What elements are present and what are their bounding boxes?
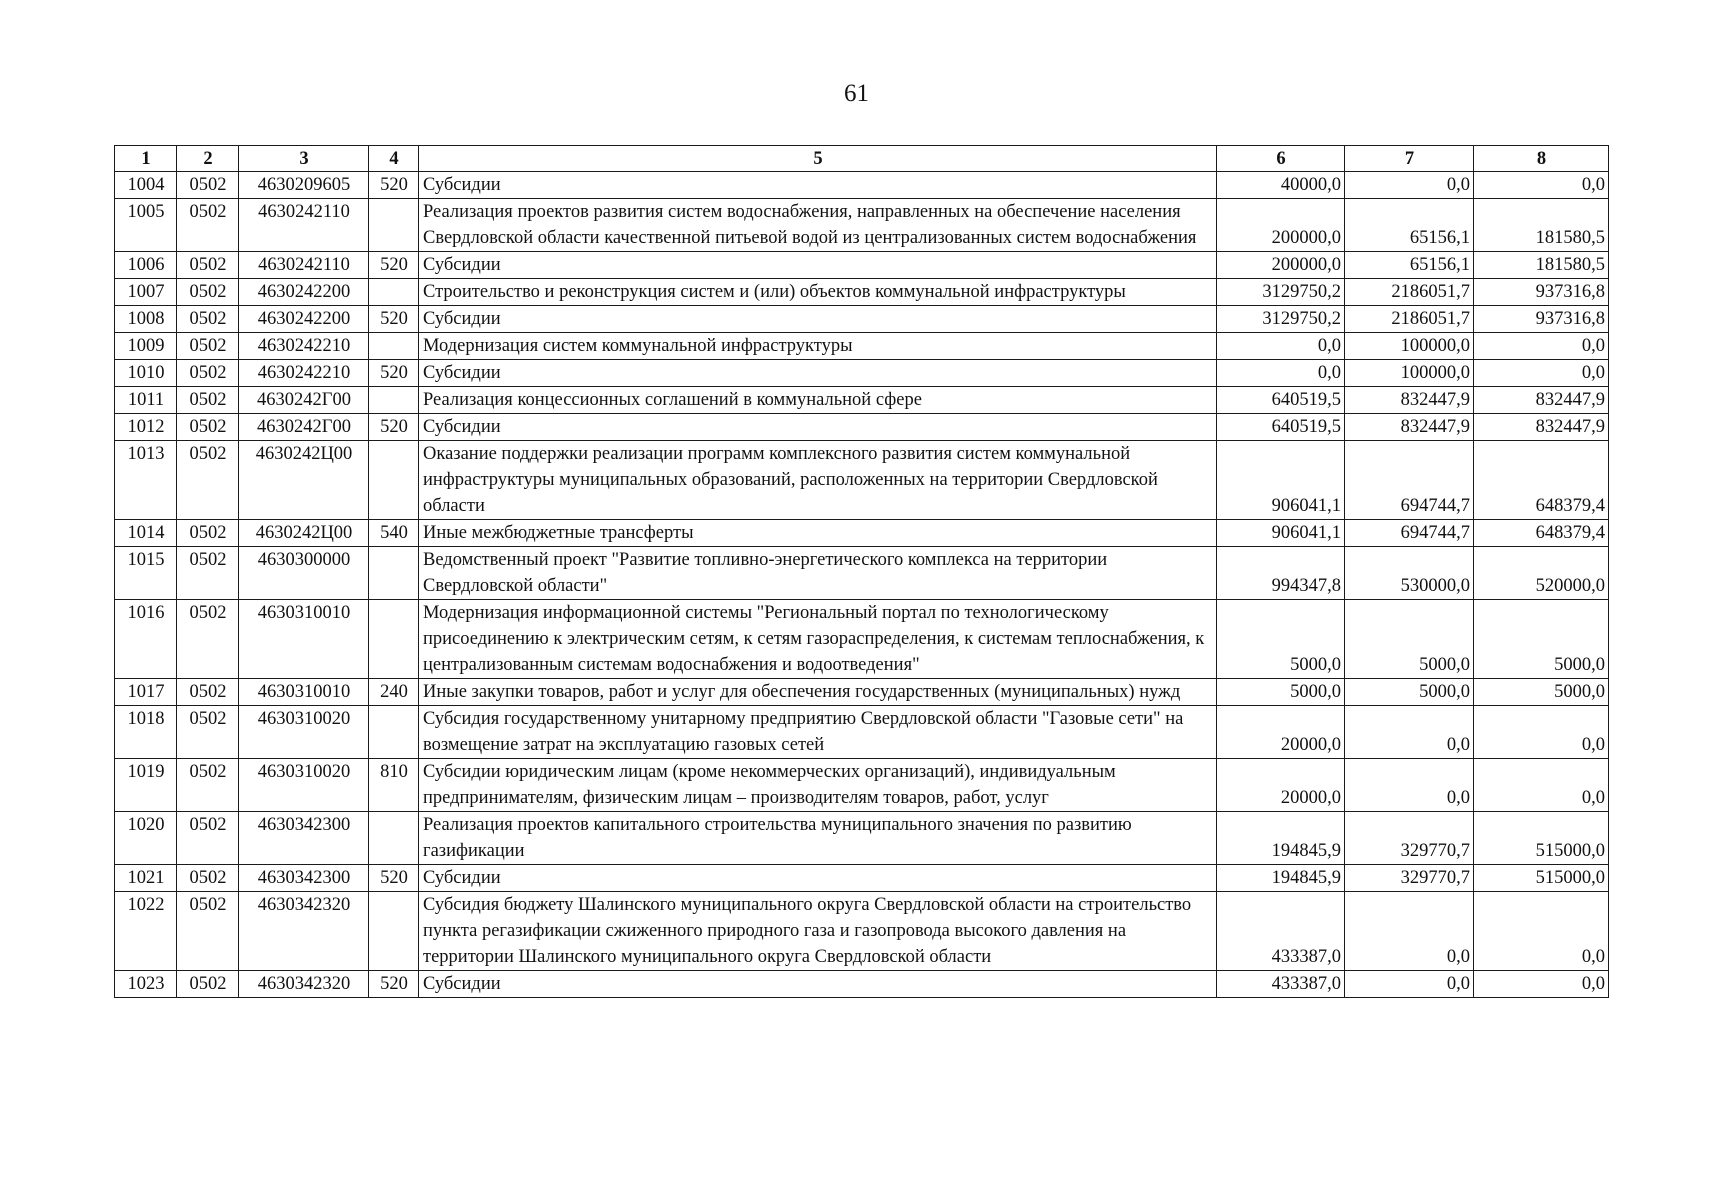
row-number: 1007 [115,279,177,306]
table-row [115,387,1609,414]
expense-type-code: 520 [369,172,419,199]
target-article-code: 4630310020 [239,706,369,759]
value-col-7: 0,0 [1345,172,1474,199]
value-col-8: 648379,4 [1474,441,1609,520]
table-row [115,333,1609,360]
target-article-code: 4630242Г00 [239,387,369,414]
value-col-6: 640519,5 [1217,414,1345,441]
expense-type-code: 520 [369,360,419,387]
section-code: 0502 [177,306,239,333]
value-col-8: 0,0 [1474,706,1609,759]
value-col-6: 906041,1 [1217,520,1345,547]
value-col-6: 0,0 [1217,360,1345,387]
expense-type-code: 520 [369,414,419,441]
value-col-6: 5000,0 [1217,679,1345,706]
value-col-6: 3129750,2 [1217,306,1345,333]
value-col-8: 0,0 [1474,971,1609,998]
target-article-code: 4630242Ц00 [239,520,369,547]
item-name: Субсидии [419,971,1217,998]
value-col-6: 994347,8 [1217,547,1345,600]
section-code: 0502 [177,679,239,706]
value-col-6: 5000,0 [1217,600,1345,679]
value-col-7: 100000,0 [1345,360,1474,387]
col-4-header: 4 [369,146,419,172]
value-col-8: 832447,9 [1474,414,1609,441]
col-7-header: 7 [1345,146,1474,172]
section-code: 0502 [177,387,239,414]
section-code: 0502 [177,199,239,252]
target-article-code: 4630310010 [239,600,369,679]
value-col-6: 40000,0 [1217,172,1345,199]
value-col-8: 515000,0 [1474,865,1609,892]
expense-type-code [369,333,419,360]
section-code: 0502 [177,172,239,199]
value-col-6: 0,0 [1217,333,1345,360]
item-name: Строительство и реконструкция систем и (или) объектов коммунальной инфраструктуры [419,279,1217,306]
target-article-code: 4630310010 [239,679,369,706]
col-1-header: 1 [115,146,177,172]
row-number: 1010 [115,360,177,387]
item-name: Субсидии [419,865,1217,892]
expense-type-code [369,387,419,414]
row-number: 1021 [115,865,177,892]
expense-type-code: 520 [369,865,419,892]
value-col-7: 832447,9 [1345,387,1474,414]
target-article-code: 4630242110 [239,252,369,279]
target-article-code: 4630342320 [239,892,369,971]
value-col-8: 0,0 [1474,172,1609,199]
value-col-6: 200000,0 [1217,199,1345,252]
value-col-6: 433387,0 [1217,971,1345,998]
table-row [115,360,1609,387]
row-number: 1016 [115,600,177,679]
expense-type-code [369,441,419,520]
target-article-code: 4630310020 [239,759,369,812]
item-name: Субсидии юридическим лицам (кроме некоммерческих организаций), индивидуальным предпринимателям, физическим лицам – производителям товаров, работ, услуг [419,759,1217,812]
row-number: 1012 [115,414,177,441]
value-col-8: 5000,0 [1474,600,1609,679]
expense-type-code [369,812,419,865]
table-row [115,520,1609,547]
table-row [115,679,1609,706]
value-col-7: 0,0 [1345,706,1474,759]
value-col-7: 694744,7 [1345,520,1474,547]
item-name: Реализация проектов капитального строительства муниципального значения по развитию газификации [419,812,1217,865]
value-col-7: 530000,0 [1345,547,1474,600]
value-col-8: 0,0 [1474,333,1609,360]
section-code: 0502 [177,892,239,971]
expense-type-code: 540 [369,520,419,547]
value-col-7: 2186051,7 [1345,306,1474,333]
value-col-6: 20000,0 [1217,706,1345,759]
value-col-8: 515000,0 [1474,812,1609,865]
section-code: 0502 [177,360,239,387]
value-col-7: 5000,0 [1345,600,1474,679]
section-code: 0502 [177,812,239,865]
table-row [115,759,1609,812]
col-3-header: 3 [239,146,369,172]
value-col-7: 5000,0 [1345,679,1474,706]
section-code: 0502 [177,520,239,547]
table-row [115,172,1609,199]
section-code: 0502 [177,279,239,306]
item-name: Реализация концессионных соглашений в коммунальной сфере [419,387,1217,414]
row-number: 1006 [115,252,177,279]
table-row [115,414,1609,441]
table-row [115,706,1609,759]
row-number: 1005 [115,199,177,252]
section-code: 0502 [177,414,239,441]
section-code: 0502 [177,547,239,600]
target-article-code: 4630242Г00 [239,414,369,441]
value-col-8: 0,0 [1474,892,1609,971]
col-5-header: 5 [419,146,1217,172]
value-col-8: 181580,5 [1474,199,1609,252]
col-2-header: 2 [177,146,239,172]
value-col-8: 520000,0 [1474,547,1609,600]
table-row [115,892,1609,971]
target-article-code: 4630342320 [239,971,369,998]
value-col-6: 200000,0 [1217,252,1345,279]
item-name: Ведомственный проект "Развитие топливно-энергетического комплекса на территории Свердловской области" [419,547,1217,600]
value-col-8: 181580,5 [1474,252,1609,279]
value-col-6: 3129750,2 [1217,279,1345,306]
expense-type-code [369,279,419,306]
item-name: Иные межбюджетные трансферты [419,520,1217,547]
page-number: 61 [844,80,869,107]
row-number: 1013 [115,441,177,520]
section-code: 0502 [177,971,239,998]
value-col-6: 433387,0 [1217,892,1345,971]
item-name: Реализация проектов развития систем водоснабжения, направленных на обеспечение населения Свердловской области качественной питьевой водой из централизованных систем водоснабжения [419,199,1217,252]
row-number: 1004 [115,172,177,199]
row-number: 1019 [115,759,177,812]
table-row [115,971,1609,998]
value-col-7: 100000,0 [1345,333,1474,360]
row-number: 1008 [115,306,177,333]
expense-type-code [369,199,419,252]
target-article-code: 4630342300 [239,865,369,892]
expense-type-code: 240 [369,679,419,706]
item-name: Субсидия государственному унитарному предприятию Свердловской области "Газовые сети" на возмещение затрат на эксплуатацию газовых сетей [419,706,1217,759]
target-article-code: 4630209605 [239,172,369,199]
row-number: 1011 [115,387,177,414]
table-row [115,199,1609,252]
expense-type-code: 520 [369,971,419,998]
value-col-6: 20000,0 [1217,759,1345,812]
target-article-code: 4630242Ц00 [239,441,369,520]
value-col-7: 0,0 [1345,971,1474,998]
row-number: 1015 [115,547,177,600]
value-col-8: 937316,8 [1474,279,1609,306]
value-col-8: 832447,9 [1474,387,1609,414]
col-8-header: 8 [1474,146,1609,172]
item-name: Субсидии [419,360,1217,387]
section-code: 0502 [177,600,239,679]
section-code: 0502 [177,333,239,360]
value-col-8: 0,0 [1474,360,1609,387]
value-col-7: 65156,1 [1345,252,1474,279]
item-name: Субсидии [419,172,1217,199]
row-number: 1009 [115,333,177,360]
value-col-6: 194845,9 [1217,812,1345,865]
table-body [115,172,1609,998]
value-col-7: 65156,1 [1345,199,1474,252]
item-name: Модернизация систем коммунальной инфраструктуры [419,333,1217,360]
target-article-code: 4630242110 [239,199,369,252]
row-number: 1014 [115,520,177,547]
item-name: Субсидия бюджету Шалинского муниципального округа Свердловской области на строительство пункта регазификации сжиженного природного газа и газопровода высокого давления на территории Шалинского муниципального округа Свердловской области [419,892,1217,971]
table-header [115,146,1609,172]
value-col-8: 648379,4 [1474,520,1609,547]
item-name: Оказание поддержки реализации программ комплексного развития систем коммунальной инфраструктуры муниципальных образований, расположенных на территории Свердловской области [419,441,1217,520]
table-row [115,600,1609,679]
target-article-code: 4630342300 [239,812,369,865]
target-article-code: 4630242210 [239,333,369,360]
value-col-8: 937316,8 [1474,306,1609,333]
table-row [115,306,1609,333]
target-article-code: 4630242200 [239,306,369,333]
expense-type-code: 520 [369,306,419,333]
table-row [115,441,1609,520]
expense-type-code [369,706,419,759]
target-article-code: 4630242210 [239,360,369,387]
value-col-7: 2186051,7 [1345,279,1474,306]
item-name: Модернизация информационной системы "Региональный портал по технологическому присоединению к электрическим сетям, к сетям газораспределения, к системам теплоснабжения, к централизованным системам водоснабжения и водоотведения" [419,600,1217,679]
value-col-8: 0,0 [1474,759,1609,812]
value-col-6: 906041,1 [1217,441,1345,520]
row-number: 1018 [115,706,177,759]
row-number: 1022 [115,892,177,971]
section-code: 0502 [177,706,239,759]
col-6-header: 6 [1217,146,1345,172]
section-code: 0502 [177,441,239,520]
section-code: 0502 [177,252,239,279]
value-col-8: 5000,0 [1474,679,1609,706]
value-col-6: 640519,5 [1217,387,1345,414]
value-col-6: 194845,9 [1217,865,1345,892]
row-number: 1017 [115,679,177,706]
section-code: 0502 [177,865,239,892]
header-row [115,146,1609,172]
target-article-code: 4630242200 [239,279,369,306]
value-col-7: 0,0 [1345,892,1474,971]
expense-type-code: 520 [369,252,419,279]
item-name: Субсидии [419,306,1217,333]
expense-type-code [369,600,419,679]
target-article-code: 4630300000 [239,547,369,600]
section-code: 0502 [177,759,239,812]
expense-type-code [369,892,419,971]
table-row [115,812,1609,865]
item-name: Субсидии [419,414,1217,441]
value-col-7: 329770,7 [1345,865,1474,892]
row-number: 1023 [115,971,177,998]
value-col-7: 329770,7 [1345,812,1474,865]
value-col-7: 0,0 [1345,759,1474,812]
item-name: Субсидии [419,252,1217,279]
table-row [115,279,1609,306]
item-name: Иные закупки товаров, работ и услуг для обеспечения государственных (муниципальных) нужд [419,679,1217,706]
budget-table [114,145,1609,998]
table-row [115,547,1609,600]
expense-type-code [369,547,419,600]
table-row [115,865,1609,892]
value-col-7: 832447,9 [1345,414,1474,441]
expense-type-code: 810 [369,759,419,812]
value-col-7: 694744,7 [1345,441,1474,520]
row-number: 1020 [115,812,177,865]
table-row [115,252,1609,279]
